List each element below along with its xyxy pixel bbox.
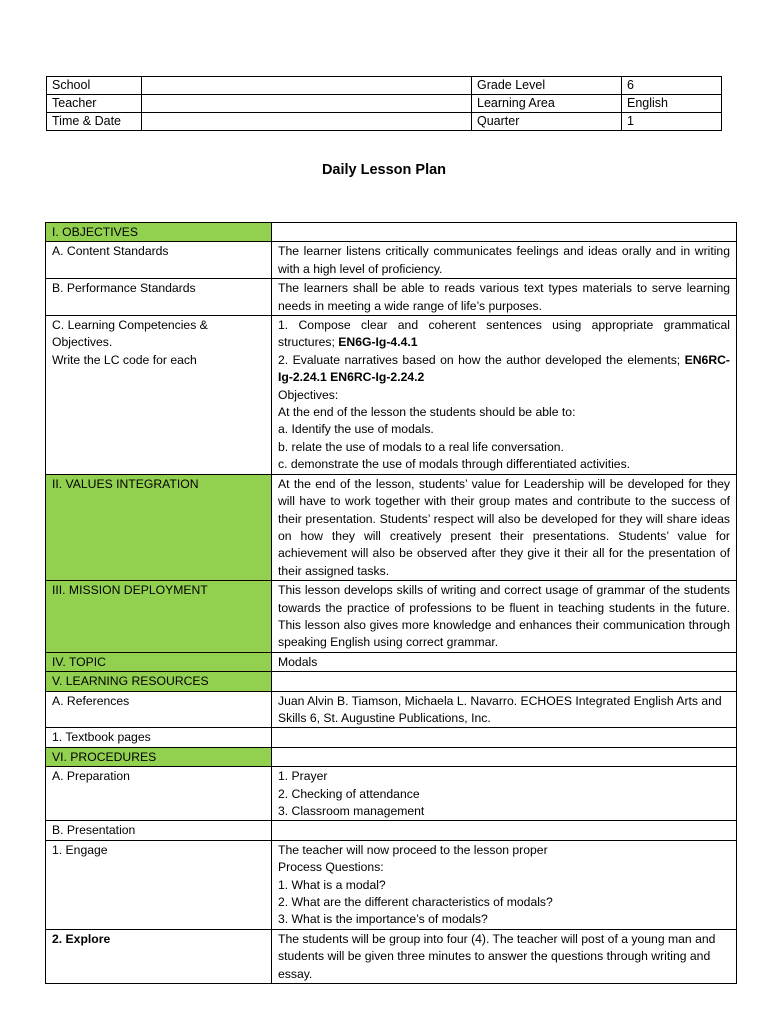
competency-2-code: EN6RC-Ig-2.24.1 EN6RC-Ig-2.24.2	[278, 352, 730, 385]
explore-label: 2. Explore	[46, 929, 272, 983]
explore-row	[46, 929, 737, 983]
engage-line-1: The teacher will now proceed to the lesson proper	[278, 842, 548, 857]
grade-level-value: 6	[622, 77, 722, 95]
competencies-label-line-1: C. Learning Competencies &	[52, 318, 208, 333]
preparation-item-1: 1. Prayer	[278, 769, 328, 784]
performance-standards-row	[46, 279, 737, 316]
procedures-heading: VI. PROCEDURES	[46, 747, 272, 766]
competency-1	[278, 317, 730, 352]
header-info-table	[46, 76, 722, 131]
references-text: Juan Alvin B. Tiamson, Michaela L. Navarro. ECHOES Integrated English Arts and Skills 6, St. Augustine Publications, Inc.	[272, 691, 737, 728]
school-label: School	[47, 77, 142, 95]
engage-row	[46, 840, 737, 929]
presentation-label: B. Presentation	[46, 821, 272, 840]
references-row	[46, 691, 737, 728]
time-date-value	[142, 113, 472, 131]
preparation-row	[46, 767, 737, 821]
competencies-label-line-3: Write the LC code for each	[52, 352, 197, 367]
preparation-content	[272, 767, 737, 821]
textbook-pages-label: 1. Textbook pages	[46, 728, 272, 747]
engage-label: 1. Engage	[46, 840, 272, 929]
objective-c: c. demonstrate the use of modals through differentiated activities.	[278, 457, 631, 472]
objective-b: b. relate the use of modals to a real life conversation.	[278, 439, 564, 454]
competency-1-text: 1. Compose clear and coherent sentences using appropriate grammatical structures;	[278, 318, 730, 350]
objective-a: a. Identify the use of modals.	[278, 422, 434, 437]
performance-standards-text: The learners shall be able to reads various text types materials to serve learning needs in meeting a wide range of life’s purposes.	[272, 279, 737, 316]
content-standards-row	[46, 242, 737, 279]
references-label: A. References	[46, 691, 272, 728]
textbook-pages-row	[46, 728, 737, 747]
school-value	[142, 77, 472, 95]
learning-resources-empty-cell	[272, 672, 737, 691]
header-row-time-date	[47, 113, 722, 131]
objectives-empty-cell	[272, 223, 737, 242]
header-row-teacher	[47, 95, 722, 113]
topic-heading: IV. TOPIC	[46, 652, 272, 671]
explore-text: The students will be group into four (4). The teacher will post of a young man and students will be given three minutes to answer the questions through writing and essay.	[272, 929, 737, 983]
time-date-label: Time & Date	[47, 113, 142, 131]
competency-2-text: 2. Evaluate narratives based on how the author developed the elements;	[278, 352, 685, 367]
learning-resources-heading: V. LEARNING RESOURCES	[46, 672, 272, 691]
content-standards-text: The learner listens critically communicates feelings and ideas orally and in writing with a high level of proficiency.	[272, 242, 737, 279]
teacher-value	[142, 95, 472, 113]
lesson-plan-table	[45, 222, 737, 984]
procedures-empty-cell	[272, 747, 737, 766]
teacher-label: Teacher	[47, 95, 142, 113]
engage-line-3: 1. What is a modal?	[278, 877, 386, 892]
competencies-label	[46, 316, 272, 475]
preparation-label: A. Preparation	[46, 767, 272, 821]
competency-2	[278, 352, 730, 387]
mission-deployment-row	[46, 581, 737, 653]
engage-line-5: 3. What is the importance’s of modals?	[278, 912, 488, 927]
preparation-item-2: 2. Checking of attendance	[278, 786, 420, 801]
presentation-empty-cell	[272, 821, 737, 840]
header-row-school	[47, 77, 722, 95]
page-title: Daily Lesson Plan	[321, 162, 447, 178]
objectives-title: Objectives:	[278, 387, 339, 402]
preparation-item-3: 3. Classroom management	[278, 804, 425, 818]
values-integration-row	[46, 474, 737, 580]
objectives-row	[46, 223, 737, 242]
topic-row	[46, 652, 737, 671]
values-integration-text: At the end of the lesson, students’ value for Leadership will be developed for they will have to work together with their group mates and contribute to the success of their presentation. Students’ respect will also be developed for they will share ideas on how they will creatively present their presentations. Students’ value for achievement will also be observed after they give it their all for the presentation of their assigned tasks.	[272, 474, 737, 580]
content-standards-label: A. Content Standards	[46, 242, 272, 279]
objectives-heading: I. OBJECTIVES	[46, 223, 272, 242]
competencies-row	[46, 316, 737, 475]
textbook-pages-value	[272, 728, 737, 747]
engage-line-4: 2. What are the different characteristics of modals?	[278, 895, 553, 910]
competencies-label-line-2: Objectives.	[52, 335, 113, 350]
objectives-intro: At the end of the lesson the students should be able to:	[278, 405, 576, 420]
performance-standards-label: B. Performance Standards	[46, 279, 272, 316]
learning-area-label: Learning Area	[472, 95, 622, 113]
competencies-content	[272, 316, 737, 475]
competency-1-code: EN6G-Ig-4.4.1	[338, 335, 418, 350]
engage-content	[272, 840, 737, 929]
values-integration-heading: II. VALUES INTEGRATION	[46, 474, 272, 580]
mission-deployment-heading: III. MISSION DEPLOYMENT	[46, 581, 272, 653]
engage-line-2: Process Questions:	[278, 860, 384, 875]
learning-area-value: English	[622, 95, 722, 113]
grade-level-label: Grade Level	[472, 77, 622, 95]
topic-value: Modals	[272, 652, 737, 671]
mission-deployment-text: This lesson develops skills of writing and correct usage of grammar of the students towards the practice of professions to be fluent in teaching students in the future. This lesson also gives more knowledge and enhances their communication through speaking English using correct grammar.	[272, 581, 737, 653]
quarter-label: Quarter	[472, 113, 622, 131]
procedures-row	[46, 747, 737, 766]
learning-resources-row	[46, 672, 737, 691]
quarter-value: 1	[622, 113, 722, 131]
presentation-row	[46, 821, 737, 840]
